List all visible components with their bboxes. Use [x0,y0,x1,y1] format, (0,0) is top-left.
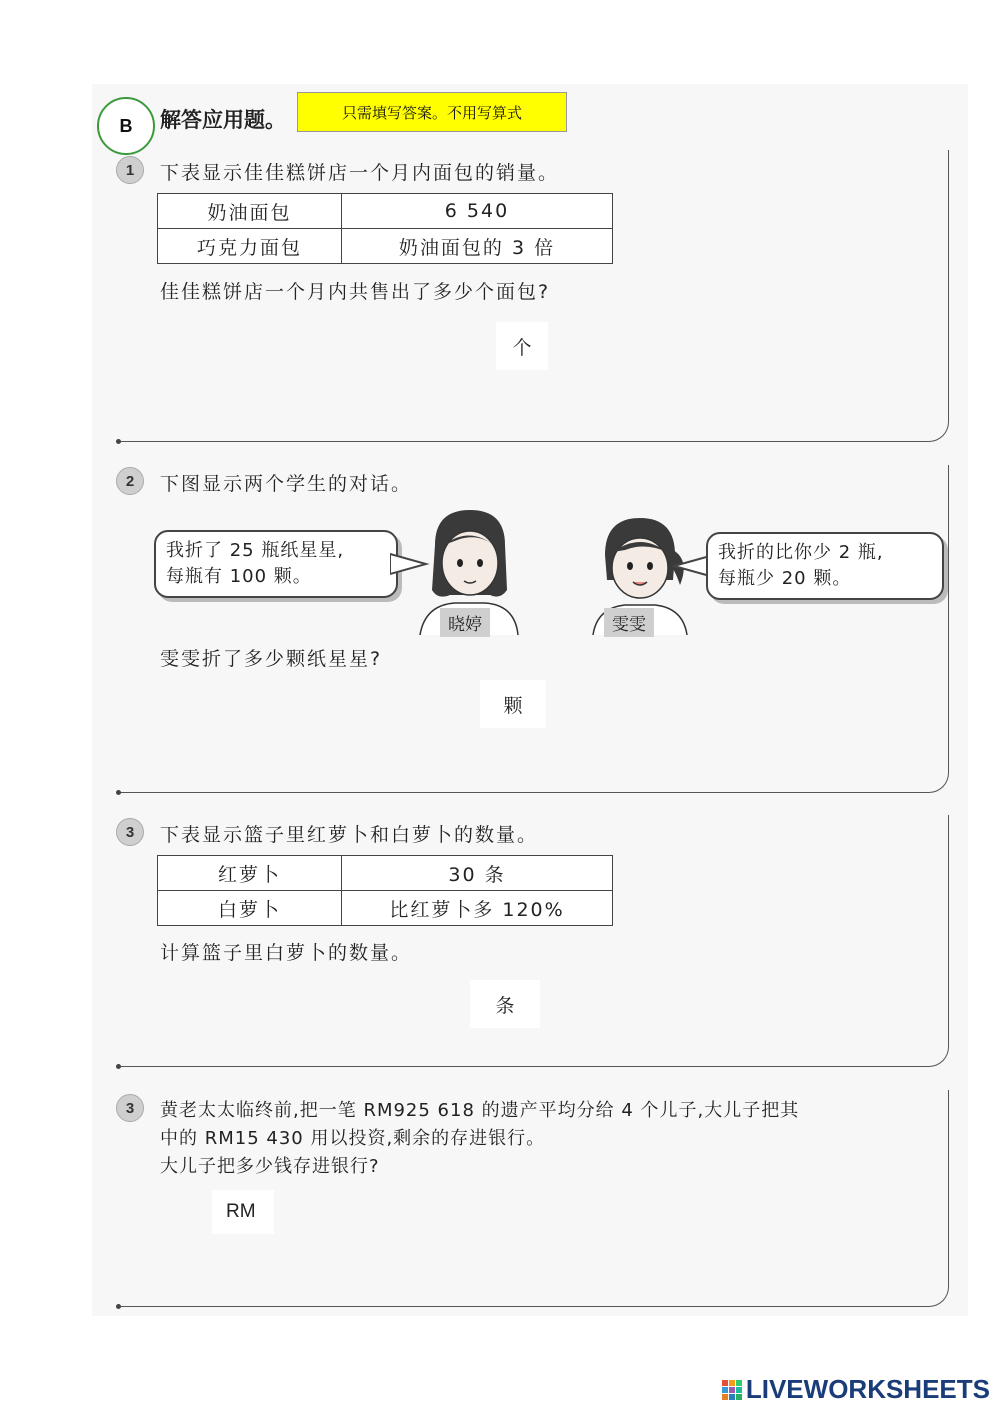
question-text: 雯雯折了多少颗纸星星? [160,648,383,670]
question-text: 计算篮子里白萝卜的数量。 [160,942,413,964]
answer-box[interactable]: 条 [470,980,540,1028]
frame-dot [116,1064,121,1069]
liveworksheets-logo [722,1374,990,1405]
frame-dot [116,790,121,795]
section-badge: B [97,97,155,155]
section-heading: 解答应用题。 [160,108,286,132]
bubble-line: 每瓶少 20 颗。 [718,568,852,589]
table-cell: 奶油面包 [158,194,342,229]
table-cell: 30 条 [342,856,613,891]
question-intro: 下表显示佳佳糕饼店一个月内面包的销量。 [160,162,560,184]
table-cell: 比红萝卜多 120% [342,891,613,926]
frame-dot [116,1304,121,1309]
table-cell: 巧克力面包 [158,229,342,264]
bubble-line: 每瓶有 100 颗。 [166,566,312,587]
table-cell: 奶油面包的 3 倍 [342,229,613,264]
student-name-right: 雯雯 [604,608,654,637]
bubble-line: 我折的比你少 2 瓶, [718,542,884,563]
question-number: 2 [116,467,144,495]
table-cell: 6 540 [342,194,613,229]
answer-frame [118,1090,949,1307]
question-number: 3 [116,1094,144,1122]
answer-box[interactable]: 颗 [480,680,546,728]
answer-box[interactable]: 个 [496,322,548,370]
question-text: 佳佳糕饼店一个月内共售出了多少个面包? [160,281,551,303]
question-number: 3 [116,818,144,846]
question-intro: 下图显示两个学生的对话。 [160,473,413,495]
question-text: 大儿子把多少钱存进银行? [160,1156,380,1177]
question-text-line1: 黄老太太临终前,把一笔 RM925 618 的遗产平均分给 4 个儿子,大儿子把其 [160,1100,800,1121]
table-cell: 白萝卜 [158,891,342,926]
question-number: 1 [116,156,144,184]
logo-text: LIVEWORKSHEETS [745,1374,990,1404]
frame-dot [116,439,121,444]
answer-box[interactable]: RM [212,1190,274,1234]
instruction-note: 只需填写答案。不用写算式 [297,92,567,132]
question-intro: 下表显示篮子里红萝卜和白萝卜的数量。 [160,824,539,846]
bubble-line: 我折了 25 瓶纸星星, [166,540,345,561]
question-text-line2: 中的 RM15 430 用以投资,剩余的存进银行。 [160,1128,546,1149]
logo-grid-icon [722,1380,742,1400]
answer-frame [118,465,949,793]
table-cell: 红萝卜 [158,856,342,891]
answer-frame [118,815,949,1067]
student-name-left: 晓婷 [440,608,490,637]
answer-frame [118,150,949,442]
